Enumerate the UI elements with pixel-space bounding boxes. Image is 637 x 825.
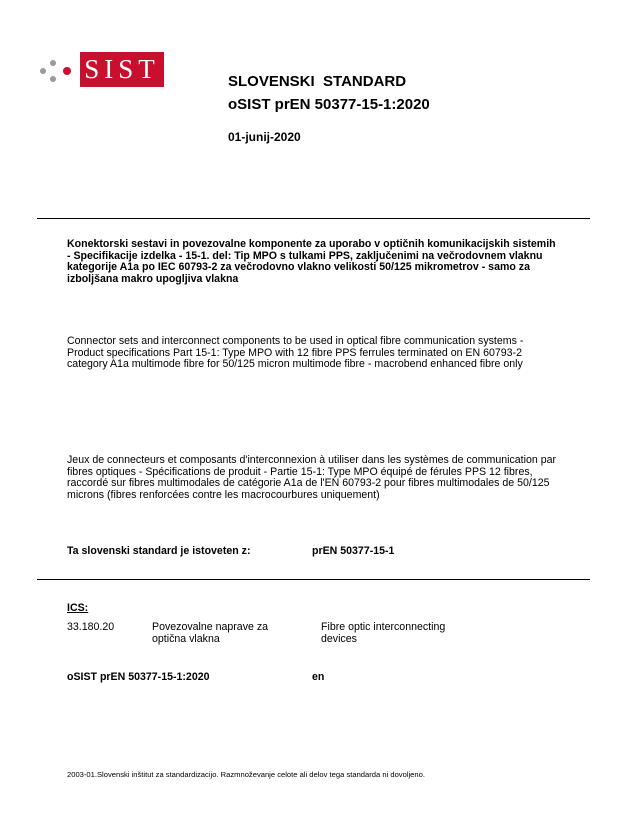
title-french: Jeux de connecteurs et composants d'interconnexion à utiliser dans les systèmes de communication par fibres optiques - Spécifications de produit - Partie 15-1: Type MPO équipé de férules PPS 12 fibres, raccordé sur fibres multimodales de catégorie A1a de l'EN 60793-2 pour fibres multimodales de 50/125 microns (fibres renforcées contre les macrocourbures uniquement): [67, 454, 557, 501]
copyright-footer: 2003-01.Slovenski inštitut za standardizacijo. Razmnoževanje celote ali delov tega standarda ni dovoljeno.: [67, 770, 425, 779]
ics-description-english: Fibre optic interconnecting devices: [321, 621, 446, 645]
standard-number: oSIST prEN 50377-15-1:2020: [228, 96, 430, 113]
ics-heading: ICS:: [67, 602, 89, 614]
ics-code: 33.180.20: [67, 621, 115, 633]
identity-label: Ta slovenski standard je istoveten z:: [67, 545, 251, 557]
document-id: oSIST prEN 50377-15-1:2020: [67, 671, 210, 683]
logo-text: SIST: [84, 54, 160, 84]
logo-dots-icon: [38, 58, 74, 84]
title-slovenian: Konektorski sestavi in povezovalne komponente za uporabo v optičnih komunikacijskih sistemih - Specifikacije izdelka - 15-1. del: Tip MPO s tulkami PPS, zaključenimi na večrodovnem vlaknu kategorije A1a po IEC 60793-2 za večrodovno vlakno velikosti 50/125 mikrometrov - samo za izboljšana makro upogljiva vlakna: [67, 238, 556, 285]
document-language: en: [312, 671, 325, 683]
middle-divider: [37, 579, 590, 580]
standard-date: 01-junij-2020: [228, 130, 301, 144]
identity-value: prEN 50377-15-1: [312, 545, 395, 557]
standard-type: SLOVENSKI STANDARD: [228, 73, 407, 90]
ics-description-slovenian: Povezovalne naprave za optična vlakna: [152, 621, 269, 645]
top-divider: [37, 218, 590, 219]
sist-logo: [80, 52, 164, 87]
title-english: Connector sets and interconnect components to be used in optical fibre communication systems - Product specifications Part 15-1: Type MPO with 12 fibre PPS ferrules terminated on EN 60793-2 category A1a multimode fibre for 50/125 micron multimode fibre - macrobend enhanced fibre only: [67, 335, 524, 370]
